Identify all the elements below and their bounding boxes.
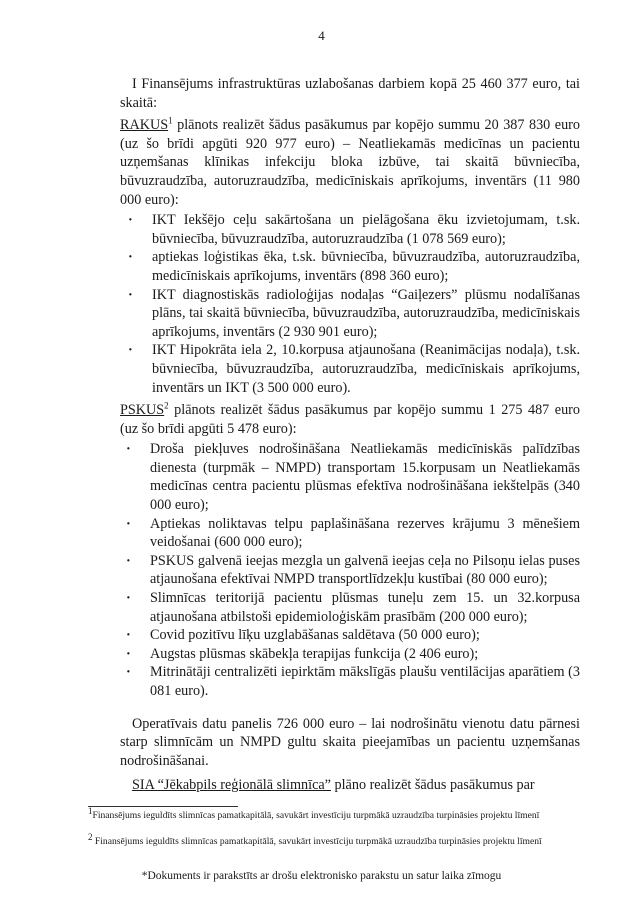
list-item: · IKT Hipokrāta iela 2, 10.korpusa atjaunošana (Reanimācijas nodaļa), t.sk. būvniecība, būvuzraudzība, autoruzraudzība, medicīniskais aprīkojums, inventārs un IKT (3 500 000 euro). [152,341,580,397]
list-item: · Aptiekas noliktavas telpu paplašināšana rezerves krājumu 3 mēnešiem veidošanai (600 000 euro); [150,515,580,552]
footnote-mark: 2 [88,831,93,842]
footnote-text: Finansējums ieguldīts slimnīcas pamatkapitālā, savukārt investīciju turpmākā uzraudzība turpināsies projektu līmenī [92,810,540,821]
footnote-2 [88,831,588,849]
signature-note: *Dokuments ir parakstīts ar drošu elektronisko parakstu un satur laika zīmogu [141,870,502,882]
footnote-ref-1: 1 [168,115,173,126]
list-item: · IKT diagnostiskās radioloģijas nodaļas “Gaiļezers” plūsmu nodalīšanas plāns, tai skaitā būvniecība, būvuzraudzība, autoruzraudzība, medicīniskais aprīkojums, inventārs (2 930 901 euro); [152,286,580,342]
rakus-paragraph [120,116,580,209]
operativais-paragraph: Operatīvais datu panelis 726 000 euro – lai nodrošinātu vienotu datu pārnesi starp slimnīcām un NMPD gultu skaita pieejamības un pacientu uzņemšanas nodrošināšanai. [120,715,580,769]
intro-paragraph: I Finansējums infrastruktūras uzlabošanas darbiem kopā 25 460 377 euro, tai skaitā: [120,76,580,111]
list-item: · aptiekas loģistikas ēka, t.sk. būvniecība, būvuzraudzība, autoruzraudzība, medicīniskais aprīkojums, inventārs (898 360 euro); [152,248,580,285]
list-item: · Augstas plūsmas skābekļa terapijas funkcija (2 406 euro); [150,645,580,664]
list-item: · Slimnīcas teritorijā pacientu plūsmas tuneļu zem 15. un 32.korpusa atjaunošana atbilstoši epidemioloģiskām prasībām (200 000 euro); [150,589,580,626]
pskus-paragraph [120,401,580,438]
sia-paragraph [120,776,580,795]
footnote-divider [88,806,238,807]
pskus-list [150,440,580,700]
list-item: · Droša piekļuves nodrošināšana Neatliekamās medicīniskās palīdzības dienesta (turpmāk – NMPD) transportam 15.korpusam un Neatliekamās medicīnas centra pacientu plūsmas efektīva nodrošināšana iekštelpās (340 000 euro); [150,440,580,514]
document-body [120,75,580,795]
list-item: · Mitrinātāji centralizēti iepirktām mākslīgās plaušu ventilācijas aparātiem (3 081 euro). [150,663,580,700]
list-item: · IKT Iekšējo ceļu sakārtošana un pielāgošana ēku izvietojumam, t.sk. būvniecība, būvuzraudzība, autoruzraudzība (1 078 569 euro); [152,211,580,248]
footnote-1 [88,805,588,823]
rakus-name: RAKUS [120,117,169,134]
sia-text: plāno realizēt šādus pasākumus par [330,777,535,794]
rakus-text: plānots realizēt šādus pasākumus par kopējo summu 20 387 830 euro (uz šo brīdi apgūti 920 977 euro) – Neatliekamās medicīnas un pacientu uzņemšanas klīnikas infekciju bloka izbūve, tai skaitā būvniecība, būvuzraudzība, autoruzraudzība, medicīniskais aprīkojums, inventārs (11 980 000 euro): [120,117,580,208]
list-item: · PSKUS galvenā ieejas mezgla un galvenā ieejas ceļa no Pilsoņu ielas puses atjaunošana efektīvai NMPD transportlīdzekļu kustībai (80 000 euro); [150,552,580,589]
rakus-list [152,211,580,397]
footnote-mark: 1 [88,805,93,816]
sia-name: SIA “Jēkabpils reģionālā slimnīca” [132,777,331,794]
pskus-text: plānots realizēt šādus pasākumus par kopējo summu 1 275 487 euro (uz šo brīdi apgūti 5 478 euro): [120,402,580,437]
page-number: 4 [318,28,325,43]
footnote-text: Finansējums ieguldīts slimnīcas pamatkapitālā, savukārt investīciju turpmākā uzraudzība turpināsies projektu līmenī [92,836,542,847]
footnote-ref-2: 2 [164,400,169,411]
list-item: · Covid pozitīvu līķu uzglabāšanas saldētava (50 000 euro); [150,626,580,645]
pskus-name: PSKUS [120,402,165,419]
